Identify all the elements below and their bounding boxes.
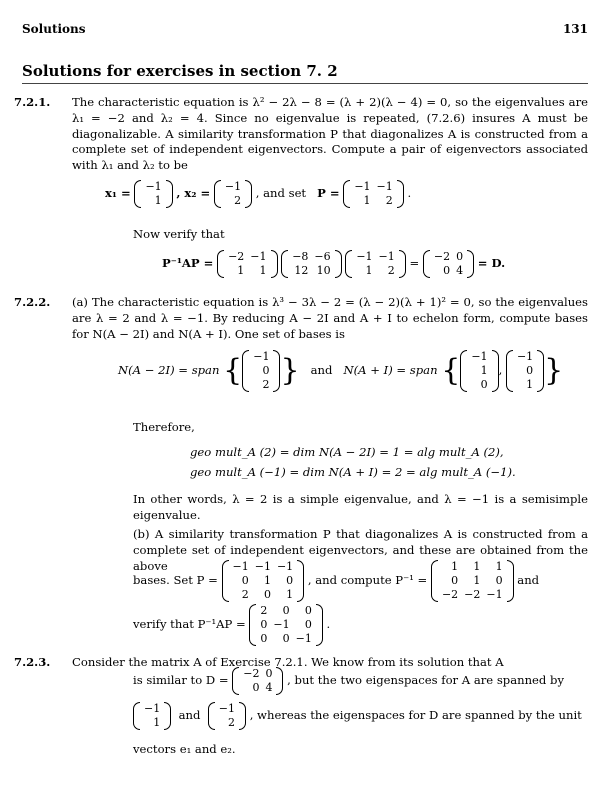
matrix-cell: −1 [253, 350, 270, 363]
exercise-number: 7.2.1. [14, 95, 51, 109]
matrix-cell: −2 [228, 250, 245, 263]
matrix [217, 250, 277, 278]
matrix-cell: −1 [273, 618, 290, 631]
and-set-text: , and set [255, 186, 307, 200]
matrix-table [250, 350, 272, 392]
matrix-cell: −1 [471, 350, 488, 363]
matrix-cell: −1 [354, 180, 371, 193]
verify-text: verify that P⁻¹AP = [133, 617, 246, 631]
n1-label: N(A − 2I) = span [118, 363, 220, 377]
matrix [242, 350, 280, 392]
matrix-table [222, 180, 244, 208]
matrix [345, 250, 405, 278]
matrix-cell: 1 [263, 574, 271, 587]
pap-label: P⁻¹AP = [162, 256, 214, 270]
and-text: and [310, 363, 333, 377]
and-text: and [517, 573, 540, 587]
matrix-cell: −8 [292, 250, 309, 263]
matrix-cell: 0 [286, 574, 294, 587]
rest2-text: , whereas the eigenspaces for D are spanned by the unit [249, 708, 582, 722]
p-label: P = [317, 186, 340, 200]
matrix-cell: −1 [295, 632, 312, 645]
matrix-cell: 0 [252, 681, 260, 694]
matrix-cell: 0 [282, 632, 290, 645]
matrix-cell: 1 [153, 716, 161, 729]
matrix-cell: 0 [526, 364, 534, 377]
matrix-cell: 0 [304, 618, 312, 631]
matrix-table [141, 702, 163, 730]
paragraph: (a) The characteristic equation is λ³ − 3λ − 2 = (λ − 2)(λ + 1)² = 0, so the eigenvalues are λ = 2 and λ = −1. By reducing A − 2I and A + I to echelon form, compute bases for N(A − 2I) and N(A + I). One set of bases is [72, 295, 588, 341]
nullspace-bases [118, 350, 563, 392]
matrix-cell: 1 [451, 560, 459, 573]
matrix [214, 180, 252, 208]
matrix-cell: −2 [464, 588, 481, 601]
matrix-cell: 1 [473, 574, 481, 587]
matrix-cell: 1 [365, 264, 373, 277]
matrix-cell: −1 [276, 560, 294, 573]
period: . [326, 617, 331, 631]
matrix-cell: 1 [237, 264, 245, 277]
matrix-cell: −1 [250, 250, 267, 263]
matrix [208, 702, 246, 730]
matrix-cell: 1 [473, 560, 481, 573]
matrix-cell: 0 [260, 632, 268, 645]
last-line: vectors e₁ and e₂. [133, 742, 236, 756]
matrix-cell: 10 [316, 264, 331, 277]
matrix-table [230, 560, 297, 602]
page-number: 131 [562, 22, 588, 36]
matrix-table [431, 250, 466, 278]
matrix-cell: −1 [356, 250, 373, 263]
matrix [460, 350, 498, 392]
matrix-cell: 0 [480, 378, 488, 391]
right-brace: } [280, 353, 300, 388]
matrix-table [240, 667, 275, 695]
paragraph: The characteristic equation is λ² − 2λ − 8 = (λ + 2)(λ − 4) = 0, so the eigenvalues are λ₁ = −2 and λ₂ = 4. Since no eigenvalue is repeated, (7.2.6) insures A must be diagonalizable. A similarity transformation P that diagonalizes A is constructed from a complete set of independent eigenvectors. Compute a pair of eigenvectors associated with λ₁ and λ₂ to be [72, 95, 588, 173]
matrix-table [257, 604, 314, 646]
matrix-cell: −1 [516, 350, 534, 363]
running-header [22, 22, 588, 38]
matrix-cell: 1 [286, 588, 294, 601]
matrix-cell: 1 [495, 560, 503, 573]
matrix-cell: 12 [294, 264, 309, 277]
matrix-cell: −2 [441, 588, 459, 601]
exercise-number: 7.2.2. [14, 295, 51, 309]
period: . [407, 186, 412, 200]
matrix-cell: 2 [260, 604, 268, 617]
matrix-table [439, 560, 506, 602]
paragraph-2: In other words, λ = 2 is a simple eigenvalue, and λ = −1 is a semisimple eigenvalue. [133, 492, 588, 522]
equals: = [409, 256, 420, 270]
matrix-table [216, 702, 238, 730]
matrix-cell: −1 [145, 180, 162, 193]
matrix-cell: −1 [378, 250, 395, 263]
exercise-7-2-2 [14, 295, 588, 342]
matrix-cell: −1 [376, 180, 393, 193]
matrix-cell: 0 [260, 618, 268, 631]
matrix [431, 560, 514, 602]
matrix-cell: 2 [387, 264, 395, 277]
and-text: and [178, 708, 201, 722]
matrix-cell: −1 [232, 560, 249, 573]
verify-line [133, 604, 330, 646]
matrix [249, 604, 322, 646]
x1-label: x₁ = [105, 186, 131, 200]
matrix-cell: 2 [385, 194, 393, 207]
matrix-cell: 1 [363, 194, 371, 207]
matrix-cell: 0 [241, 574, 249, 587]
matrix-cell: −1 [218, 702, 235, 715]
matrix-cell: −1 [144, 702, 161, 715]
matrix-cell: −2 [243, 667, 260, 680]
similar-line [133, 667, 564, 695]
matrix-cell: 2 [228, 716, 235, 729]
comma: , [498, 363, 503, 377]
matrix [506, 350, 544, 392]
similar-text: is similar to D = [133, 673, 229, 687]
header-section: Solutions [22, 22, 86, 36]
matrix-cell: 1 [526, 378, 534, 391]
eigenvector-equation [105, 180, 411, 208]
matrix-cell: 0 [456, 250, 464, 263]
matrix [343, 180, 403, 208]
matrix [222, 560, 305, 602]
matrix-cell: 1 [154, 194, 162, 207]
exercise-number: 7.2.3. [14, 655, 51, 669]
matrix-cell: 1 [259, 264, 267, 277]
n2-label: N(A + I) = span [343, 363, 438, 377]
matrix-cell: 0 [451, 574, 459, 587]
matrix-cell: 4 [456, 264, 464, 277]
matrix-cell: 2 [262, 378, 270, 391]
matrix-cell: 0 [265, 667, 273, 680]
matrix-cell: 0 [443, 264, 451, 277]
x2-label: , x₂ = [176, 186, 211, 200]
bases-set-text: bases. Set P = [133, 573, 218, 587]
section-title: Solutions for exercises in section 7. 2 [22, 62, 588, 84]
geo-mult-line-1: geo mult_A (2) = dim N(A − 2I) = 1 = alg mult_A (2), [190, 445, 504, 459]
matrix-cell: 2 [241, 588, 249, 601]
matrix-cell: 4 [265, 681, 273, 694]
matrix-table [351, 180, 395, 208]
right-brace: } [544, 353, 564, 388]
matrix [423, 250, 474, 278]
matrix-cell: −1 [486, 588, 503, 601]
matrix-cell: 1 [480, 364, 488, 377]
matrix-cell: 0 [262, 364, 270, 377]
left-brace: { [223, 353, 243, 388]
matrix-table [468, 350, 490, 392]
p-pinv-line [133, 560, 539, 602]
matrix-cell: 0 [263, 588, 271, 601]
matrix-table [289, 250, 333, 278]
paragraph-3: (b) A similarity transformation P that diagonalizes A is constructed from a complete set of independent eigenvectors, and these are obtained from the above [133, 527, 588, 573]
matrix-cell: 2 [234, 194, 242, 207]
matrix [281, 250, 341, 278]
matrix [133, 702, 171, 730]
matrix [134, 180, 172, 208]
matrix-cell: 0 [282, 604, 290, 617]
matrix-table [142, 180, 164, 208]
exercise-7-2-1 [14, 95, 588, 174]
eigenspace-line [133, 702, 582, 730]
matrix-table [514, 350, 536, 392]
left-brace: { [441, 353, 461, 388]
geo-mult-line-2: geo mult_A (−1) = dim N(A + I) = 2 = alg mult_A (−1). [190, 465, 516, 479]
equals-d: = D. [477, 256, 506, 270]
matrix-cell: −1 [254, 560, 271, 573]
matrix-table [353, 250, 397, 278]
matrix-cell: 0 [495, 574, 503, 587]
verify-text: Now verify that [133, 227, 225, 241]
compute-text: , and compute P⁻¹ = [307, 573, 428, 587]
rest-text: , but the two eigenspaces for A are spanned by [287, 673, 565, 687]
matrix [232, 667, 283, 695]
matrix-cell: −2 [433, 250, 451, 263]
diagonalization-equation [162, 250, 505, 278]
matrix-cell: −6 [314, 250, 331, 263]
matrix-cell: 0 [304, 604, 312, 617]
therefore-text: Therefore, [133, 420, 195, 434]
line-1: Consider the matrix A of Exercise 7.2.1. We know from its solution that A [72, 655, 504, 669]
matrix-cell: −1 [224, 180, 242, 193]
matrix-table [225, 250, 269, 278]
